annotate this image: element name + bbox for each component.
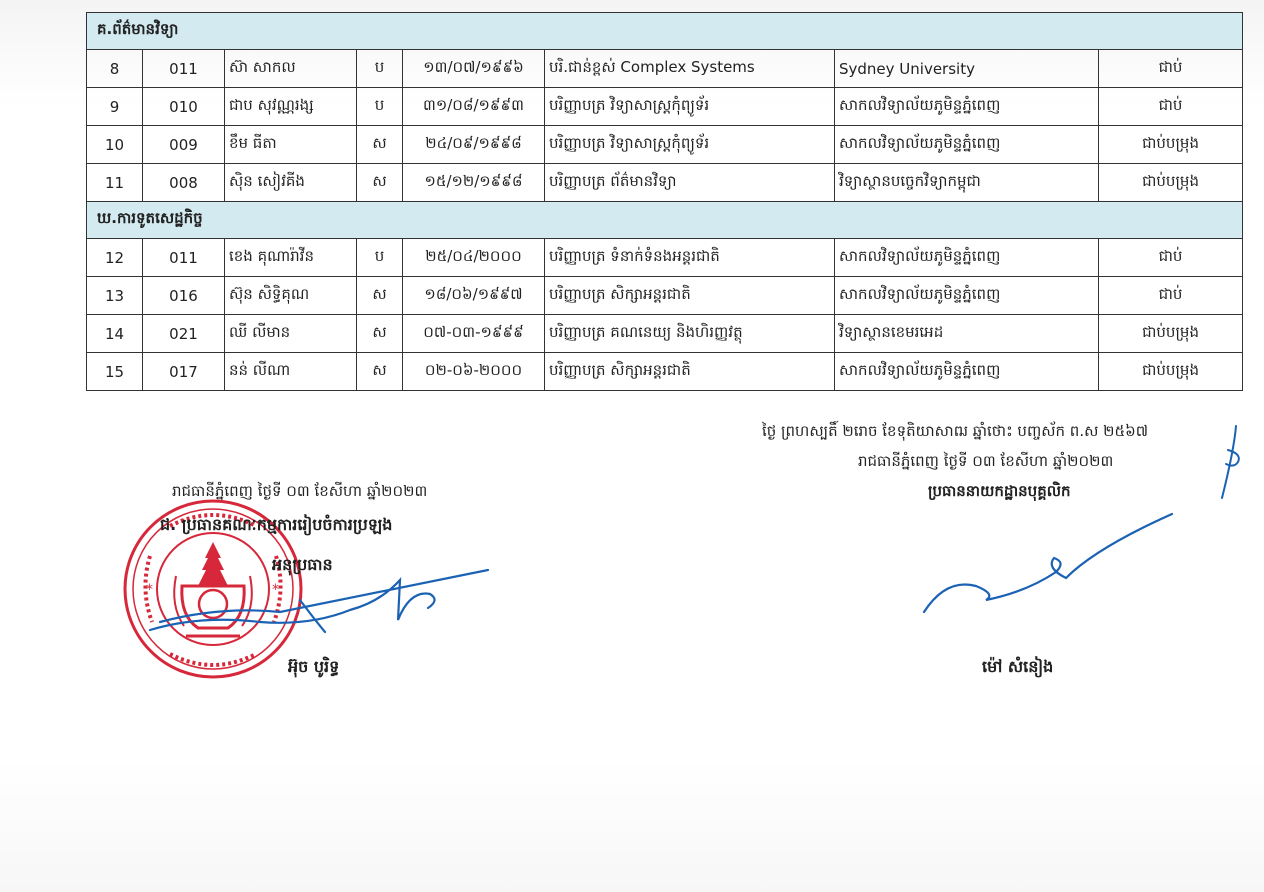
exam-result: ជាប់បម្រុង	[1099, 164, 1243, 202]
candidate-sex: ស	[357, 126, 403, 164]
candidate-sex: ស	[357, 353, 403, 391]
institution: Sydney University	[835, 50, 1099, 88]
exam-result: ជាប់	[1099, 50, 1243, 88]
table-row	[87, 164, 1243, 202]
candidate-name: នន់ លីណា	[225, 353, 357, 391]
row-number: 11	[87, 164, 143, 202]
candidate-name: ស៊ិន សៀវគីង	[225, 164, 357, 202]
table-row	[87, 315, 1243, 353]
table-row	[87, 353, 1243, 391]
candidate-sex: ស	[357, 277, 403, 315]
candidate-name: ឈី លីមាន	[225, 315, 357, 353]
section-header-row	[87, 202, 1243, 239]
exam-result: ជាប់	[1099, 239, 1243, 277]
candidate-sex: ប	[357, 239, 403, 277]
institution: សាកលវិទ្យាល័យភូមិន្ទភ្នំពេញ	[835, 126, 1099, 164]
exam-result: ជាប់បម្រុង	[1099, 353, 1243, 391]
candidate-id: 008	[143, 164, 225, 202]
degree: បរិញ្ញាបត្រ សិក្សាអន្តរជាតិ	[545, 277, 835, 315]
exam-result: ជាប់បម្រុង	[1099, 315, 1243, 353]
candidate-name: ជាប សុវណ្ណរង្ស	[225, 88, 357, 126]
date-of-birth: ៣១/០៨/១៩៩៣	[403, 88, 545, 126]
row-number: 10	[87, 126, 143, 164]
signer-title-left: ជ. ប្រធានគណៈកម្មការរៀបចំការប្រឡង	[160, 515, 393, 534]
candidate-id: 009	[143, 126, 225, 164]
institution: សាកលវិទ្យាល័យភូមិន្ទភ្នំពេញ	[835, 353, 1099, 391]
candidate-name: ខឹម ធីតា	[225, 126, 357, 164]
exam-result: ជាប់	[1099, 88, 1243, 126]
candidate-name: ខេង គុណារ៉ាវីន	[225, 239, 357, 277]
candidate-sex: ប	[357, 88, 403, 126]
institution: វិទ្យាស្ថានបច្ចេកវិទ្យាកម្ពុជា	[835, 164, 1099, 202]
signature-right	[916, 508, 1176, 618]
degree: បរិញ្ញាបត្រ សិក្សាអន្តរជាតិ	[545, 353, 835, 391]
section-title: គ.ព័ត៌មានវិទ្យា	[87, 13, 1243, 50]
institution: វិទ្យាស្ថានខេមរអេដ	[835, 315, 1099, 353]
signing-date-right: រាជធានីភ្នំពេញ ថ្ងៃទី ០៣ ខែសីហា ឆ្នាំ២០២៣	[858, 452, 1114, 470]
row-number: 13	[87, 277, 143, 315]
results-table	[86, 12, 1243, 391]
date-of-birth: ១៣/០៧/១៩៩៦	[403, 50, 545, 88]
degree: បរិ.ជាន់ខ្ពស់ Complex Systems	[545, 50, 835, 88]
degree: បរិញ្ញាបត្រ គណនេយ្យ និងហិរញ្ញវត្ថុ	[545, 315, 835, 353]
candidate-id: 011	[143, 239, 225, 277]
signer-name-left: អ៊ុច បូរិទ្ធ	[288, 657, 340, 676]
candidate-sex: ប	[357, 50, 403, 88]
institution: សាកលវិទ្យាល័យភូមិន្ទភ្នំពេញ	[835, 239, 1099, 277]
degree: បរិញ្ញាបត្រ វិទ្យាសាស្ត្រកុំព្យូទ័រ	[545, 88, 835, 126]
candidate-name: ស៊ា សាកល	[225, 50, 357, 88]
svg-text:*: *	[272, 582, 279, 598]
initial-mark	[1208, 420, 1248, 504]
row-number: 14	[87, 315, 143, 353]
candidate-sex: ស	[357, 164, 403, 202]
signer-role-left: អនុប្រធាន	[272, 555, 333, 574]
exam-result: ជាប់បម្រុង	[1099, 126, 1243, 164]
section-header-row	[87, 13, 1243, 50]
date-of-birth: ២៥/០៤/២០០០	[403, 239, 545, 277]
institution: សាកលវិទ្យាល័យភូមិន្ទភ្នំពេញ	[835, 88, 1099, 126]
row-number: 15	[87, 353, 143, 391]
row-number: 9	[87, 88, 143, 126]
date-of-birth: ១៨/០៦/១៩៩៧	[403, 277, 545, 315]
table-row	[87, 50, 1243, 88]
table-row	[87, 239, 1243, 277]
date-of-birth: ១៥/១២/១៩៩៨	[403, 164, 545, 202]
date-of-birth: ០៧-០៣-១៩៩៩	[403, 315, 545, 353]
exam-result: ជាប់	[1099, 277, 1243, 315]
candidate-name: ស៊ុន សិទ្ធិគុណ	[225, 277, 357, 315]
lunar-date: ថ្ងៃ ព្រហស្បតិ៍ ២រោច ខែទុតិយាសាឍ ឆ្នាំថោះ បញ្ចស័ក ព.ស ២៥៦៧	[762, 422, 1149, 440]
row-number: 8	[87, 50, 143, 88]
degree: បរិញ្ញាបត្រ ទំនាក់ទំនងអន្តរជាតិ	[545, 239, 835, 277]
svg-text:*: *	[146, 582, 153, 598]
candidate-id: 010	[143, 88, 225, 126]
section-title: ឃ.ការទូតសេដ្ឋកិច្ច	[87, 202, 1243, 239]
date-of-birth: ២៤/០៩/១៩៩៨	[403, 126, 545, 164]
table-row	[87, 88, 1243, 126]
candidate-id: 021	[143, 315, 225, 353]
signature-left	[140, 560, 500, 660]
degree: បរិញ្ញាបត្រ វិទ្យាសាស្ត្រកុំព្យូទ័រ	[545, 126, 835, 164]
candidate-sex: ស	[357, 315, 403, 353]
table-row	[87, 277, 1243, 315]
row-number: 12	[87, 239, 143, 277]
candidate-id: 016	[143, 277, 225, 315]
signer-name-right: ម៉ៅ សំនៀង	[982, 657, 1054, 676]
institution: សាកលវិទ្យាល័យភូមិន្ទភ្នំពេញ	[835, 277, 1099, 315]
table-row	[87, 126, 1243, 164]
candidate-id: 017	[143, 353, 225, 391]
signer-title-right: ប្រធាននាយកដ្ឋានបុគ្គលិក	[928, 482, 1071, 500]
candidate-id: 011	[143, 50, 225, 88]
signing-date-left: រាជធានីភ្នំពេញ ថ្ងៃទី ០៣ ខែសីហា ឆ្នាំ២០២៣	[172, 482, 428, 500]
degree: បរិញ្ញាបត្រ ព័ត៌មានវិទ្យា	[545, 164, 835, 202]
date-of-birth: ០២-០៦-២០០០	[403, 353, 545, 391]
